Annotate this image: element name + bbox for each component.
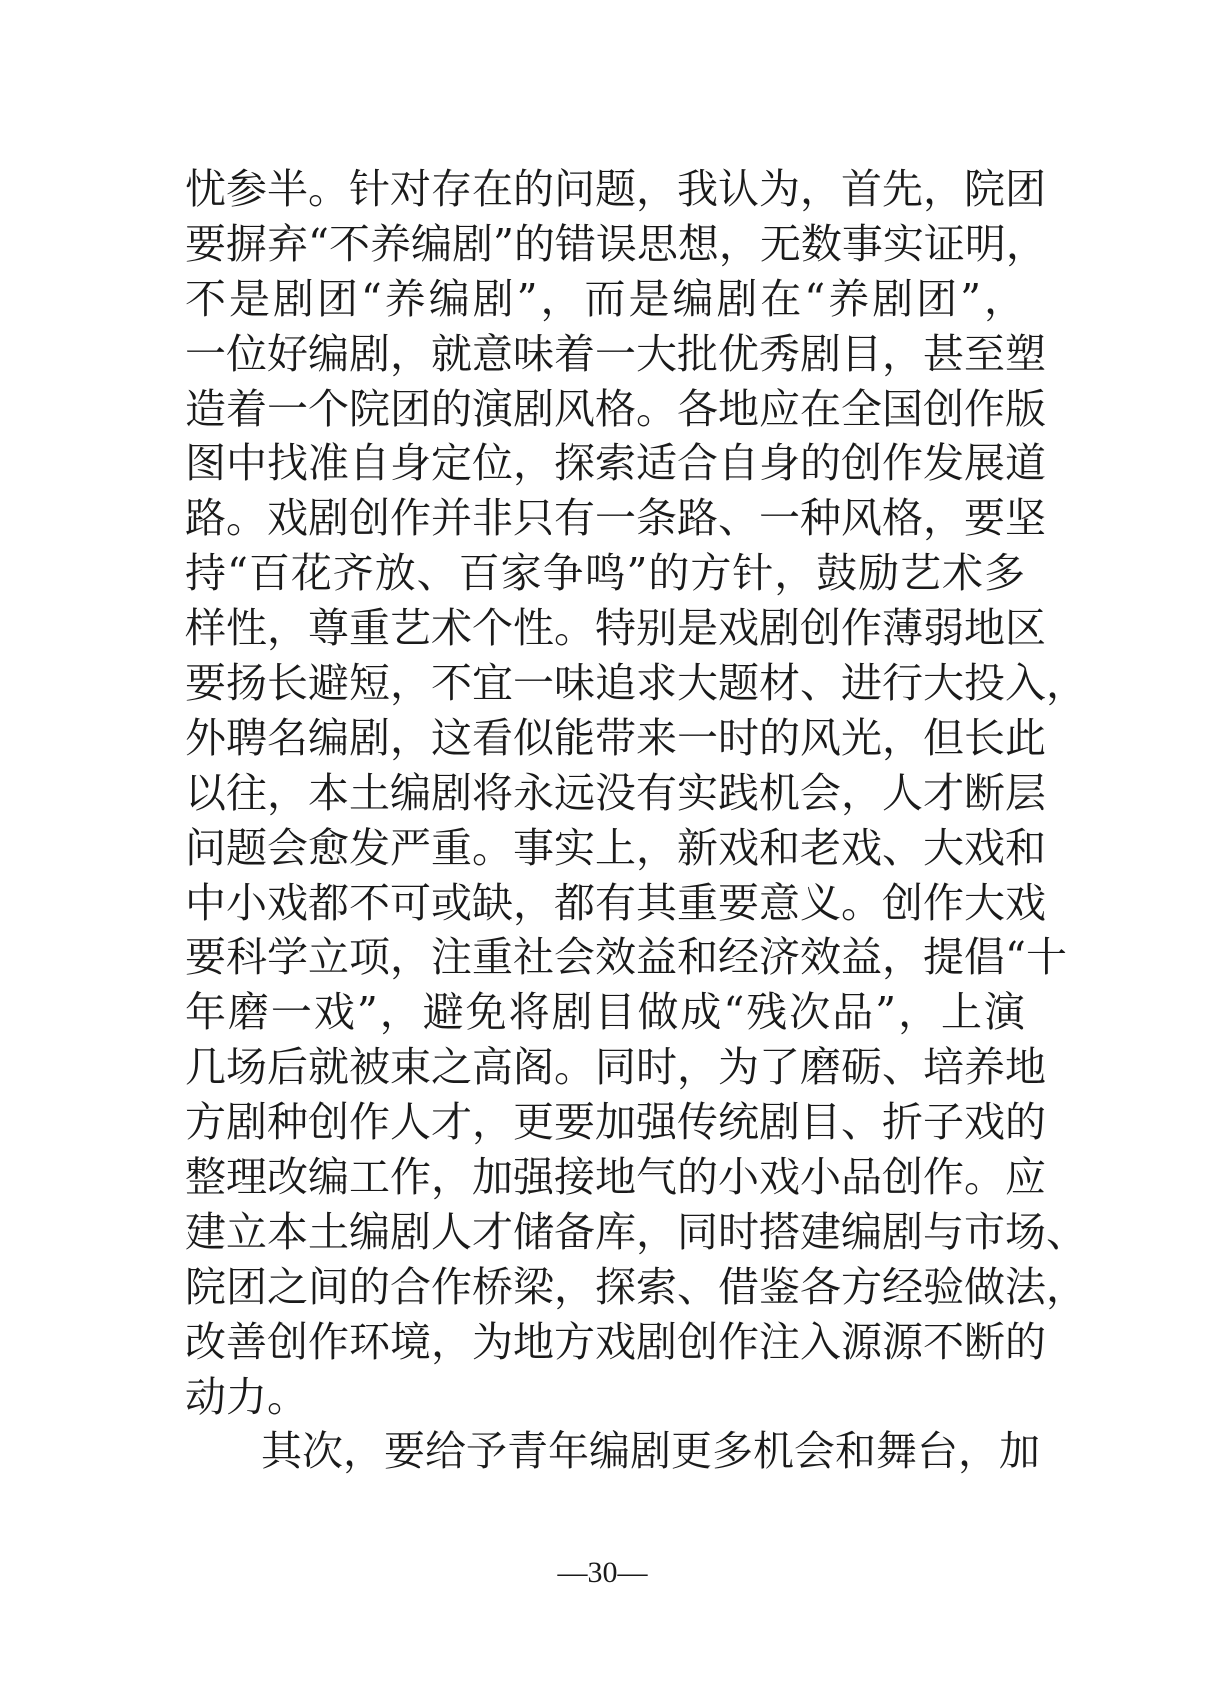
text-line: 路。戏剧创作并非只有一条路、一种风格，要坚 (185, 494, 1046, 543)
text-line: 中小戏都不可或缺，都有其重要意义。创作大戏 (185, 878, 1046, 927)
text-line: 不是剧团“养编剧”，而是编剧在“养剧团”， (185, 274, 1025, 323)
text-line: 整理改编工作，加强接地气的小戏小品创作。应 (185, 1153, 1046, 1202)
text-line: 院团之间的合作桥梁，探索、借鉴各方经验做法， (185, 1262, 1087, 1311)
body-text (185, 162, 1087, 1479)
text-line: 要扬长避短，不宜一味追求大题材、进行大投入， (185, 659, 1087, 708)
text-line: 要科学立项，注重社会效益和经济效益，提倡“十 (185, 933, 1067, 982)
text-line: 图中找准自身定位，探索适合自身的创作发展道 (185, 439, 1046, 488)
text-line: 几场后就被束之高阁。同时，为了磨砺、培养地 (185, 1043, 1046, 1092)
text-line: 改善创作环境，为地方戏剧创作注入源源不断的 (185, 1317, 1046, 1366)
text-line: 方剧种创作人才，更要加强传统剧目、折子戏的 (185, 1098, 1046, 1147)
text-line: 一位好编剧，就意味着一大批优秀剧目，甚至塑 (185, 329, 1046, 378)
text-line: 建立本土编剧人才储备库，同时搭建编剧与市场、 (185, 1207, 1087, 1256)
text-line: 问题会愈发严重。事实上，新戏和老戏、大戏和 (185, 823, 1046, 872)
text-line: 造着一个院团的演剧风格。各地应在全国创作版 (185, 384, 1046, 433)
text-line: 持“百花齐放、百家争鸣”的方针，鼓励艺术多 (185, 549, 1025, 598)
text-line: 外聘名编剧，这看似能带来一时的风光，但长此 (185, 713, 1046, 762)
text-line: 年磨一戏”，避免将剧目做成“残次品”，上演 (185, 988, 1025, 1037)
page-number: —30— (557, 1556, 648, 1589)
text-line: 以往，本土编剧将永远没有实践机会，人才断层 (185, 768, 1046, 817)
text-line-paragraph-start: 其次，要给予青年编剧更多机会和舞台，加 (261, 1427, 1040, 1476)
text-line: 要摒弃“不养编剧”的错误思想，无数事实证明， (185, 219, 1047, 268)
text-line: 样性，尊重艺术个性。特别是戏剧创作薄弱地区 (185, 604, 1046, 653)
text-line: 忧参半。针对存在的问题，我认为，首先，院团 (185, 165, 1046, 213)
text-line-paragraph-end: 动力。 (185, 1372, 308, 1421)
